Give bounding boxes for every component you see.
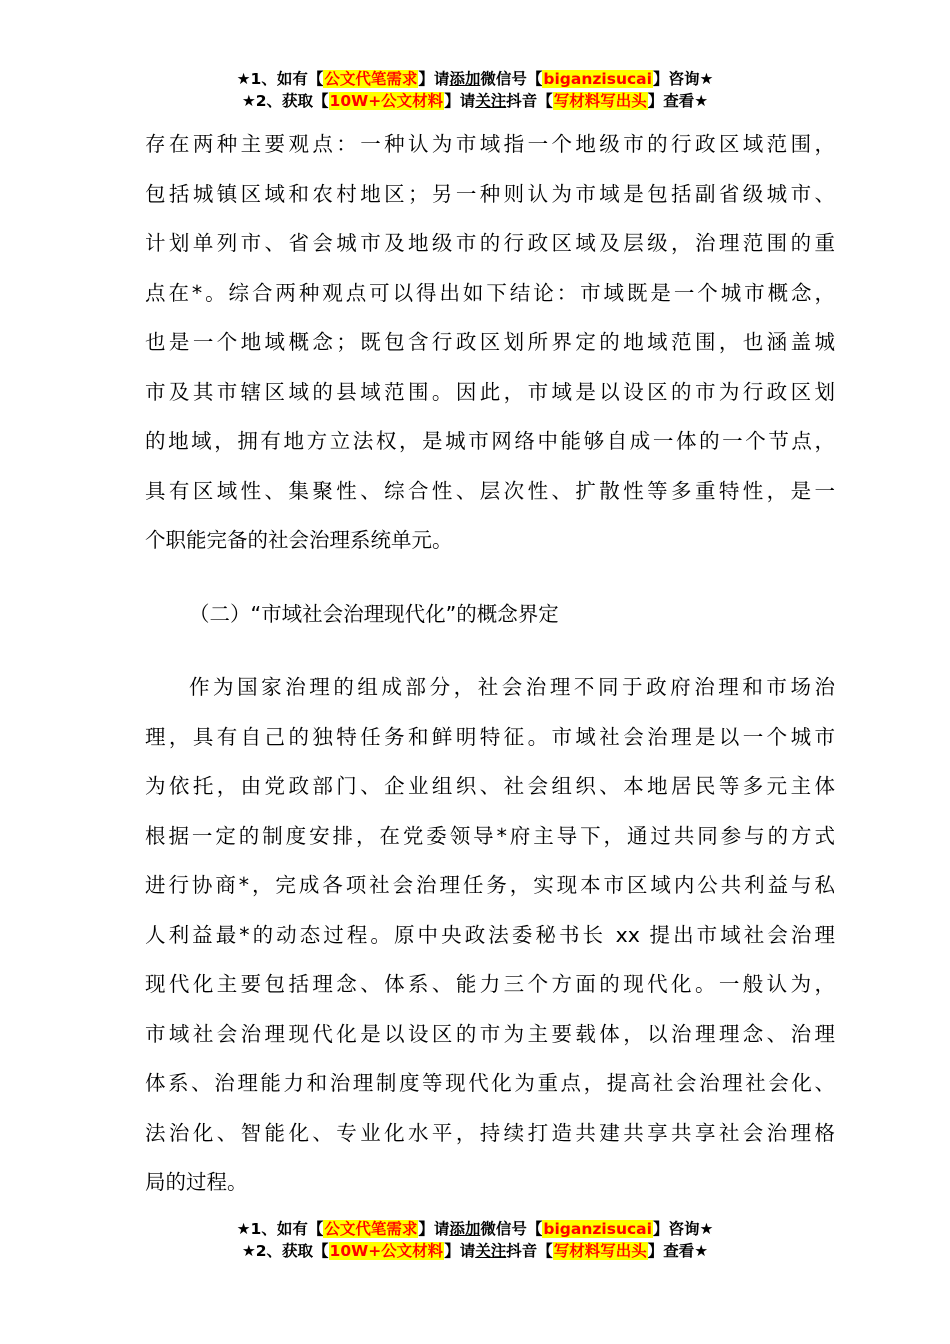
highlight-writing-service: 公文代笔需求 [324, 1220, 418, 1238]
text-line: 体系、治理能力和治理制度等现代化为重点，提高社会治理社会化、 [145, 1071, 835, 1095]
paragraph-2 [145, 663, 835, 1208]
text-line: 具有区域性、集聚性、综合性、层次性、扩散性等多重特性，是一 [145, 478, 835, 503]
text-line: 存在两种主要观点：一种认为市域指一个地级市的行政区域范围， [145, 132, 835, 156]
document-body [145, 120, 835, 1208]
highlight-writing-service: 公文代笔需求 [324, 70, 418, 88]
footer-banner-line-2: ★2、获取【10W+公文材料】请关注抖音【写材料写出头】查看★ [241, 1242, 709, 1260]
header-banner-line-1: ★1、如有【公文代笔需求】请添加微信号【biganzisucai】咨询★ [236, 70, 714, 88]
header-banner-line-2: ★2、获取【10W+公文材料】请关注抖音【写材料写出头】查看★ [241, 92, 709, 110]
text-line: 根据一定的制度安排，在党委领导*府主导下，通过共同参与的方式 [145, 823, 835, 848]
highlight-materials: 10W+公文材料 [329, 1242, 444, 1260]
text-line: 市域社会治理现代化是以设区的市为主要载体，以治理理念、治理 [145, 1021, 835, 1046]
highlight-wechat-id: biganzisucai [543, 70, 652, 88]
text-line: 理，具有自己的独特任务和鲜明特征。市域社会治理是以一个城市 [145, 724, 835, 749]
text-line: 个职能完备的社会治理系统单元。 [145, 528, 453, 552]
highlight-douyin-account: 写材料写出头 [553, 1242, 647, 1260]
text-line: 现代化主要包括理念、体系、能力三个方面的现代化。一般认为， [145, 972, 835, 996]
footer-banner-line-1: ★1、如有【公文代笔需求】请添加微信号【biganzisucai】咨询★ [236, 1220, 714, 1238]
text-line: 也是一个地域概念；既包含行政区划所界定的地域范围，也涵盖城 [145, 330, 835, 354]
text-line: 人利益最*的动态过程。原中央政法委秘书长 xx 提出市域社会治理 [145, 922, 835, 947]
text-line: 作为国家治理的组成部分，社会治理不同于政府治理和市场治 [189, 675, 835, 699]
highlight-materials: 10W+公文材料 [329, 92, 444, 110]
highlight-douyin-account: 写材料写出头 [553, 92, 647, 110]
text-line: 包括城镇区域和农村地区；另一种则认为市域是包括副省级城市、 [145, 181, 835, 206]
paragraph-1 [145, 120, 835, 566]
header-banner [0, 68, 950, 112]
text-line: 点在*。综合两种观点可以得出如下结论：市域既是一个城市概念， [145, 280, 835, 305]
text-line: 进行协商*，完成各项社会治理任务，实现本市区域内公共利益与私 [145, 873, 835, 897]
highlight-wechat-id: biganzisucai [543, 1220, 652, 1238]
section-heading: （二）“市域社会治理现代化”的概念界定 [189, 601, 559, 626]
text-line: 为依托，由党政部门、企业组织、社会组织、本地居民等多元主体 [145, 774, 835, 798]
text-line: 局的过程。 [145, 1170, 248, 1194]
text-line: 法治化、智能化、专业化水平，持续打造共建共享共享社会治理格 [145, 1120, 835, 1145]
text-line: 的地域，拥有地方立法权，是城市网络中能够自成一体的一个节点， [145, 429, 835, 453]
text-line: 计划单列市、省会城市及地级市的行政区域及层级，治理范围的重 [145, 231, 835, 255]
footer-banner [0, 1218, 950, 1262]
text-line: 市及其市辖区域的县域范围。因此，市域是以设区的市为行政区划 [145, 379, 835, 404]
